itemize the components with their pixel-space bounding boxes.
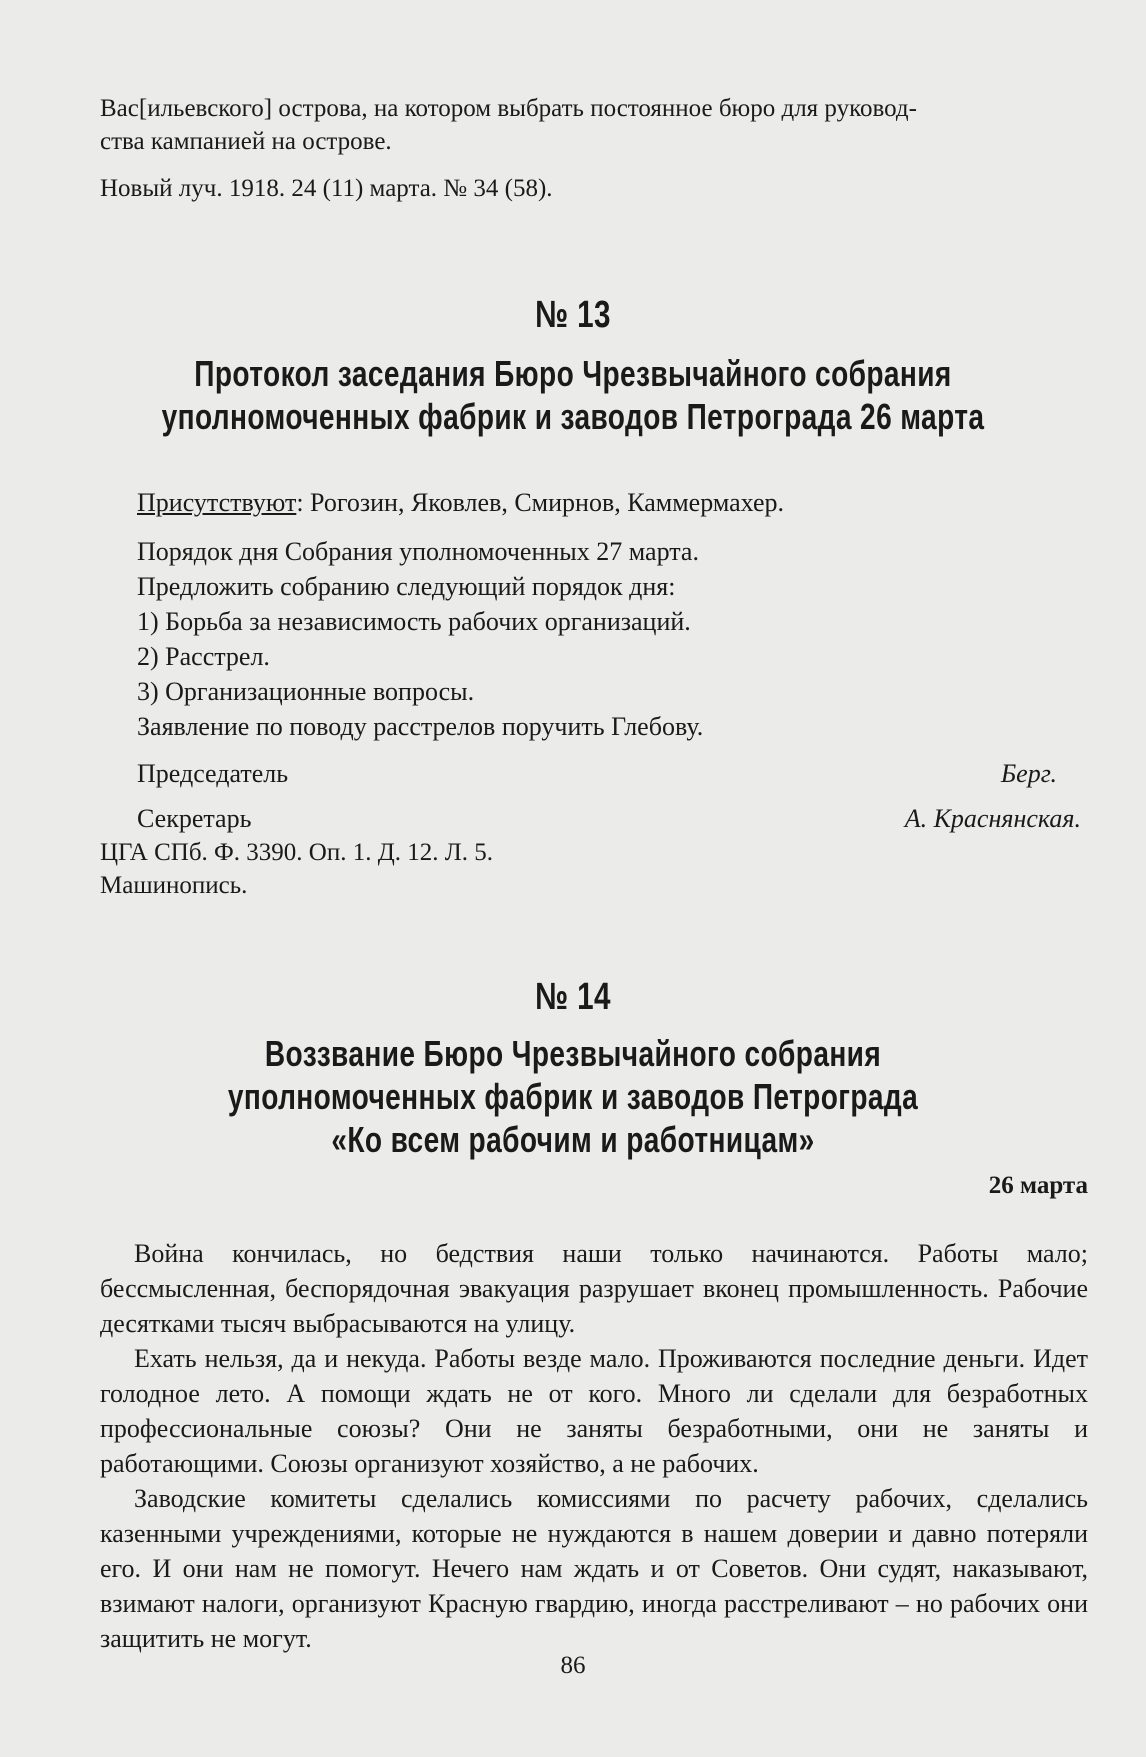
present-line [137, 485, 1077, 520]
protocol-body [137, 485, 1081, 836]
document-title [126, 352, 1020, 438]
title-line: «Ко всем рабочим и работницам» [331, 1119, 815, 1160]
appeal-body [100, 1236, 1088, 1656]
paragraph: Война кончилась, но бедствия наши только начинаются. Работы мало; бессмысленная, беспорядочная эвакуация разрушает вконец промышленность. Рабочие десятками тысяч выбрасываются на улицу. [100, 1239, 1088, 1338]
chair-label: Председатель [137, 759, 289, 788]
secretary-name: А. Краснянская. [904, 804, 1081, 833]
signature-secretary [137, 801, 1081, 836]
page-number: 86 [560, 1652, 586, 1679]
protocol-line: 2) Расстрел. [137, 642, 270, 671]
protocol-line: Заявление по поводу расстрелов поручить Глебову. [137, 712, 704, 741]
title-line: Воззвание Бюро Чрезвычайного собрания [264, 1033, 882, 1074]
protocol-line: 1) Борьба за независимость рабочих организаций. [137, 607, 691, 636]
document-number: № 14 [535, 976, 611, 1018]
title-line: уполномоченных фабрик и заводов Петрограда [227, 1076, 919, 1117]
paragraph: Ехать нельзя, да и некуда. Работы везде мало. Проживаются последние деньги. Идет голодное лето. А помощи ждать не от кого. Много ли сделали для безработных профессиональные союзы? Они не заняты безработными, они не заняты и работающими. Союзы организуют хозяйство, а не рабочих. [100, 1344, 1088, 1478]
chair-name: Берг. [1000, 759, 1057, 788]
protocol-line: Предложить собранию следующий порядок дня: [137, 572, 676, 601]
title-line: уполномоченных фабрик и заводов Петрограда 26 марта [161, 396, 985, 437]
title-line: Протокол заседания Бюро Чрезвычайного собрания [194, 353, 952, 394]
text-line: Вас[ильевского] острова, на котором выбрать постоянное бюро для руковод- [100, 95, 917, 122]
source-citation: Новый луч. 1918. 24 (11) марта. № 34 (58). [100, 175, 553, 202]
protocol-line: Порядок дня Собрания уполномоченных 27 марта. [137, 537, 699, 566]
typescript-note: Машинопись. [100, 872, 248, 899]
document-number: № 13 [535, 294, 611, 336]
present-label: Присутствуют [137, 488, 297, 517]
paragraph: Заводские комитеты сделались комиссиями по расчету рабочих, сделались казенными учреждениями, которые не нуждаются в нашем доверии и давно потеряли его. И они нам не помогут. Нечего нам ждать и от Советов. Они судят, наказывают, взимают налоги, организуют Красную гвардию, иногда расстреливают – но рабочих они защитить не могут. [100, 1484, 1088, 1653]
signature-chair [137, 756, 1057, 791]
continuation-paragraph [100, 92, 1080, 158]
archive-reference: ЦГА СПб. Ф. 3390. Оп. 1. Д. 12. Л. 5. [100, 839, 493, 866]
protocol-line: 3) Организационные вопросы. [137, 677, 475, 706]
document-date: 26 марта [988, 1172, 1088, 1199]
secretary-label: Секретарь [137, 804, 252, 833]
present-names: : Рогозин, Яковлев, Смирнов, Каммермахер. [296, 488, 785, 517]
text-line: ства кампанией на острове. [100, 128, 392, 155]
document-title [126, 1032, 1020, 1161]
